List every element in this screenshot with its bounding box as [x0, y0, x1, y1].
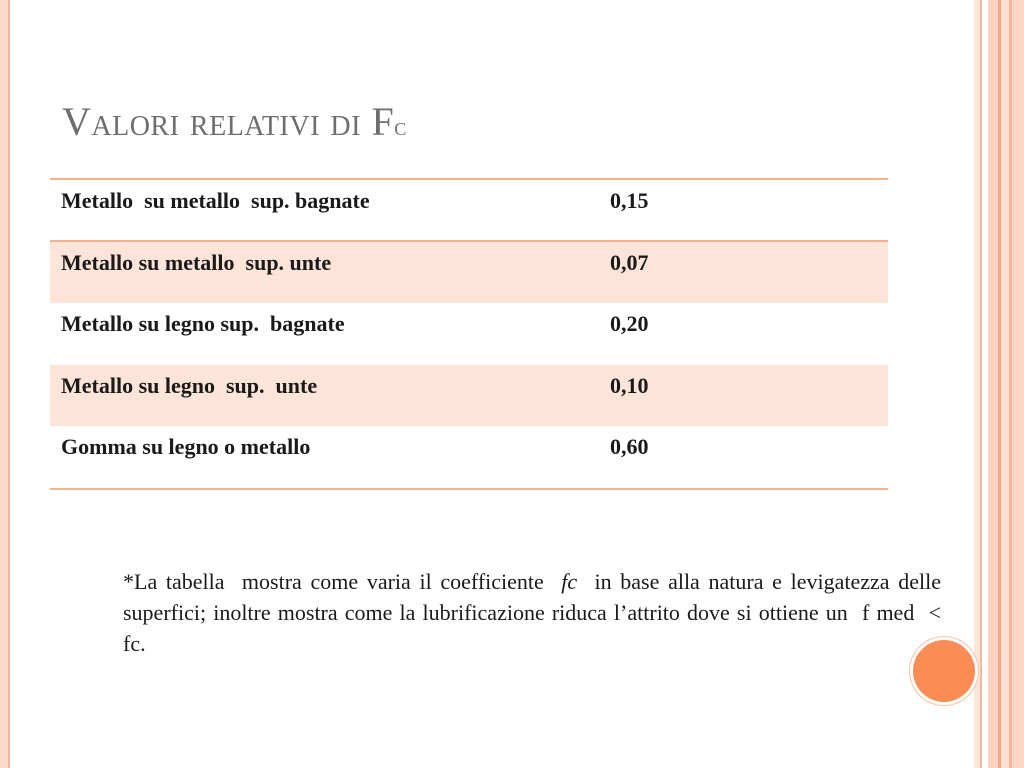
slide-title-subscript: c [394, 112, 407, 141]
stripe [988, 0, 998, 768]
table-row [50, 180, 888, 242]
table-cell-value: 0,20 [610, 311, 649, 337]
table-row [50, 365, 888, 427]
footnote-paragraph [123, 566, 952, 659]
right-decorative-stripes [974, 0, 1024, 768]
table-row [50, 242, 888, 304]
stripe [1012, 0, 1024, 768]
table-cell-description: Metallo su metallo sup. bagnate [61, 188, 370, 213]
table-cell-description: Gomma su legno o metallo [61, 434, 311, 460]
table-row [50, 303, 888, 365]
stripe [1001, 0, 1009, 768]
table-cell-description: Metallo su metallo sup. unte [61, 249, 332, 275]
table-cell-description: Metallo su legno sup. bagnate [61, 311, 345, 337]
footnote-text: in base alla natura e levigatezza delle superfici; inoltre mostra come la lubrificazione riduca l’attrito dove si ottiene un f med < fc. [123, 569, 952, 656]
slide-title-main: Valori relativi di F [62, 99, 395, 144]
table-row [50, 426, 888, 488]
slide-title [62, 98, 407, 145]
table-cell-value: 0,10 [610, 372, 649, 398]
left-frame-line [8, 0, 10, 768]
footnote-symbol-fc: fc [561, 569, 578, 594]
table-cell-value: 0,15 [610, 188, 649, 213]
decorative-circle [913, 640, 975, 702]
left-frame-band [0, 0, 8, 768]
friction-coefficient-table [50, 178, 888, 490]
table-cell-description: Metallo su legno sup. unte [61, 372, 318, 398]
table-cell-value: 0,60 [610, 434, 649, 460]
table-cell-value: 0,07 [610, 249, 649, 275]
footnote-text: *La tabella mostra come varia il coefficiente [123, 569, 562, 594]
